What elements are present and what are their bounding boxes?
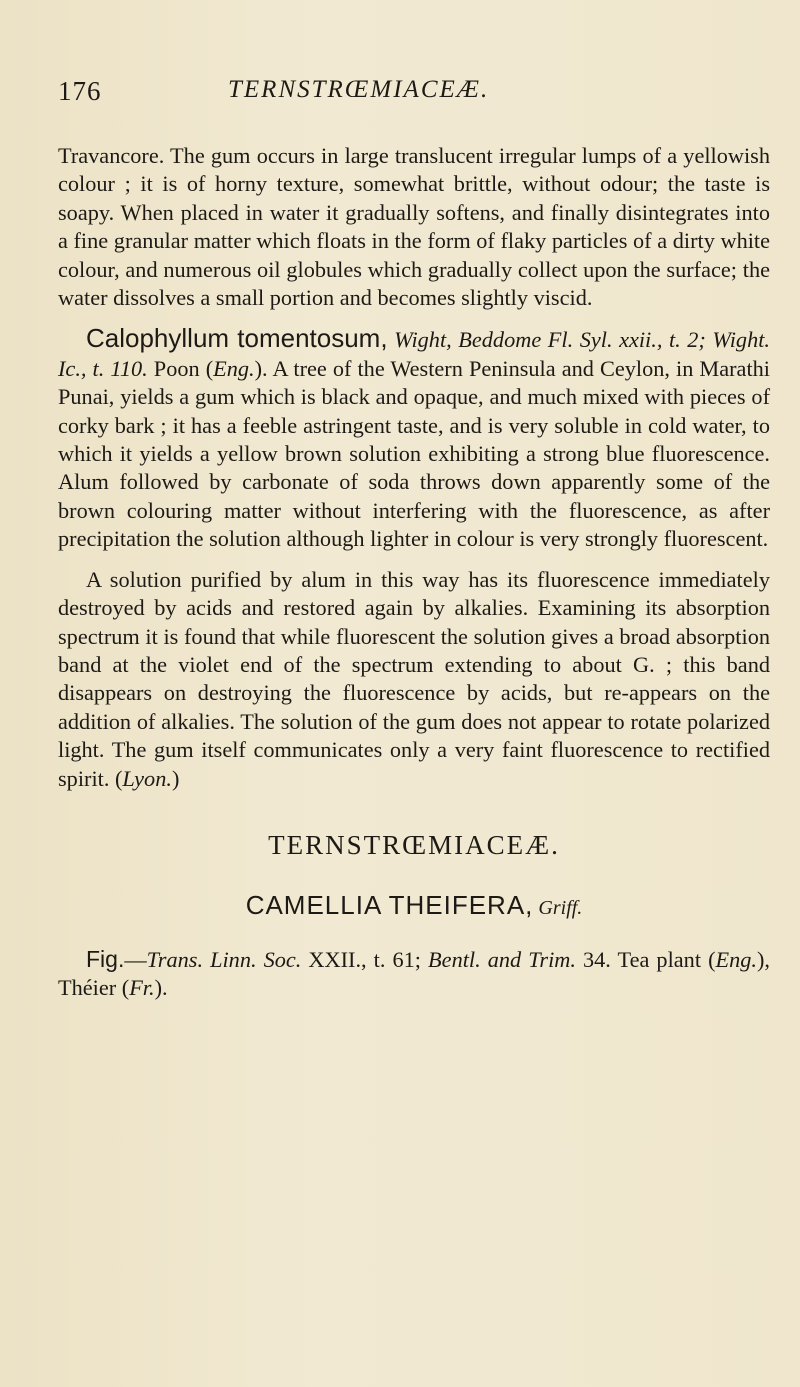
figure-reference <box>58 945 770 1003</box>
page-header <box>58 76 758 112</box>
paragraph-solution <box>58 566 770 793</box>
fig-eng: Eng. <box>715 946 757 972</box>
reference-wight: Wight. Ic., t. 110. <box>58 327 770 381</box>
fig-fr: Fr. <box>129 975 155 1001</box>
paragraph-text: A solution purified by alum in this way has its fluorescence immediately destroyed by acids and restored again by alkalies. Examining its absorption spectrum it is found that while fluorescent the solution gives a broad absorption band at the violet end of the spectrum extending to about G. ; this band disappears on destroying the fluorescence by acids, but re-appears on the addition of alkalies. The solution of the gum does not appear to rotate polarized light. The gum itself communicates only a very faint fluorescence to rectified spirit. ( <box>58 566 770 791</box>
language-abbrev: Eng. <box>213 355 255 381</box>
fig-text: ), Théier ( <box>58 946 770 1001</box>
fig-trans: Trans. Linn. Soc. <box>146 946 302 972</box>
genus-name: CAMELLIA THEIFERA, <box>245 890 534 921</box>
family-heading: TERNSTRŒMIACEÆ. <box>268 829 560 860</box>
fig-text: XXII., t. 61; <box>301 946 421 972</box>
body-text <box>58 142 770 1003</box>
paragraph-text: Poon ( <box>147 355 214 381</box>
fig-bentl: Bentl. and Trim. <box>421 946 576 972</box>
paragraph-travancore: Travancore. The gum occurs in large translucent irregular lumps of a yellowish colour ; it is of horny texture, somewhat brittle, without odour; the taste is soapy. When placed in water it gradually softens, and finally disintegrates into a fine granular matter which floats in the form of flaky particles of a dirty white colour, and numerous oil globules which gradually collect upon the surface; the water dissolves a small portion and becomes slightly viscid. <box>58 143 770 311</box>
citation-lyon: Lyon. <box>122 765 172 791</box>
paragraph-text: ) <box>171 765 180 791</box>
page-number: 176 <box>58 76 102 106</box>
fig-text: ). <box>154 975 168 1001</box>
reference-beddome: Wight, Beddome Fl. Syl. xxii., t. 2; <box>387 327 706 353</box>
fig-text: 34. Tea plant ( <box>575 946 716 972</box>
running-head: TERNSTRŒMIACEÆ. <box>228 76 490 103</box>
genus-heading <box>58 891 770 922</box>
fig-dash: — <box>124 946 147 972</box>
genus-authority: Griff. <box>533 897 583 920</box>
fig-label: Fig. <box>86 945 125 972</box>
paragraph-calophyllum <box>58 324 770 553</box>
species-name: Calophyllum tomentosum, <box>86 323 388 354</box>
paragraph-text: ). A tree of the Western Peninsula and Ceylon, in Marathi Punai, yields a gum which is black and opaque, and much mixed with pieces of corky bark ; it has a feeble astringent taste, and is very soluble in cold water, to which it yields a yellow brown solution exhibiting a strong blue fluorescence. Alum followed by carbonate of soda throws down apparently some of the brown colouring matter without interfering with the fluorescence, as after precipitation the solution although lighter in colour is very strongly fluorescent. <box>58 355 770 552</box>
